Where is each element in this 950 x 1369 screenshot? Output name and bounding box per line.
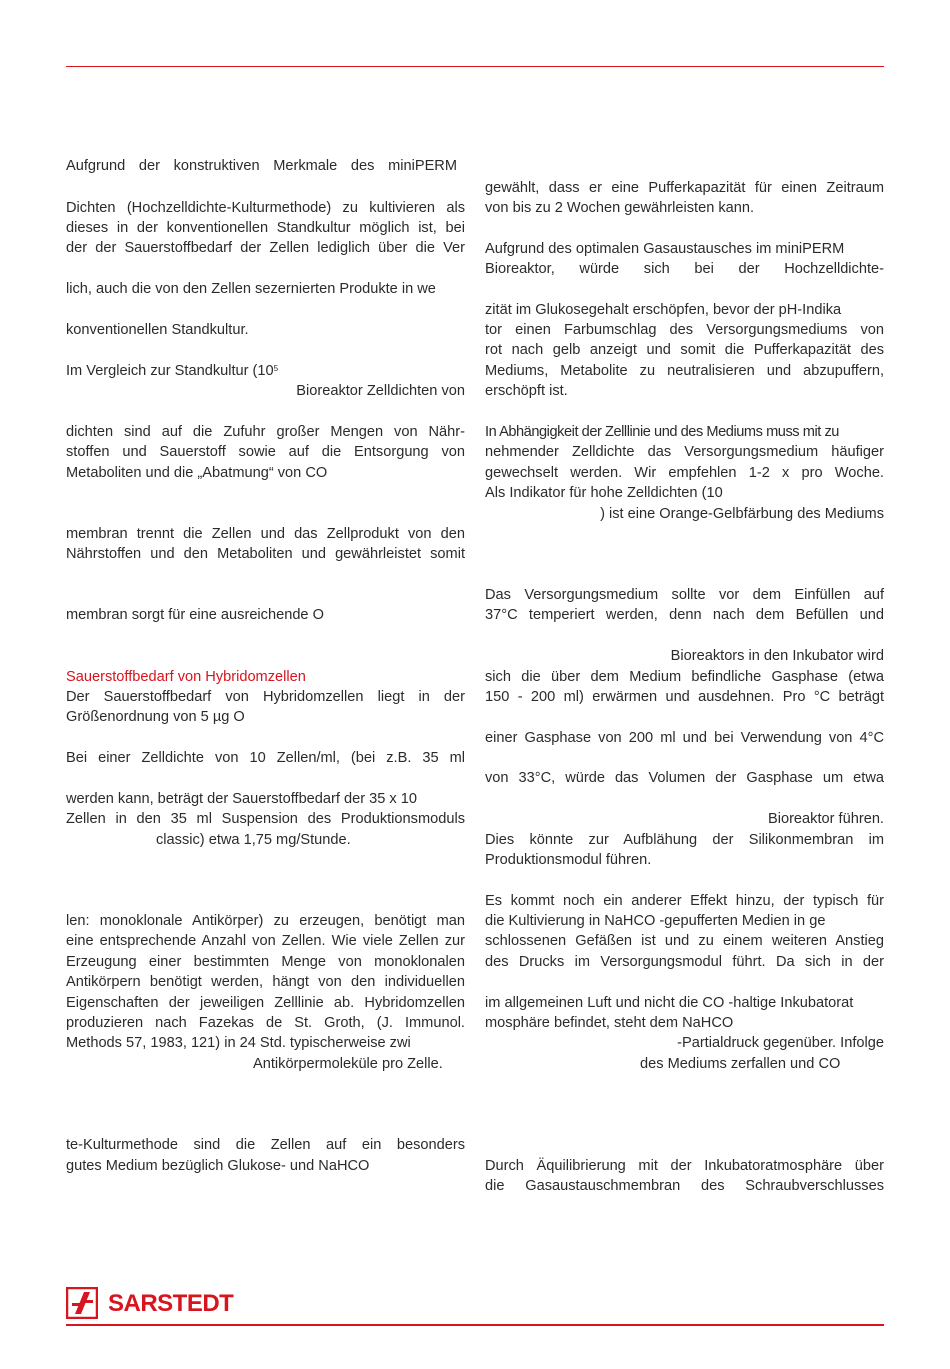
footer-rule [66,1324,884,1326]
line-text: Erzeugung einer bestimmten Menge von monoklonalen [66,954,465,970]
logo-wordmark: SARSTEDT [108,1290,234,1317]
left-column-line [66,240,465,257]
right-column-line [485,689,884,706]
line-text: Bioreaktor Zelldichten von [296,383,465,399]
sarstedt-logo-icon [66,1287,98,1319]
right-column-line [485,506,884,523]
right-column-line [640,1056,884,1073]
line-text: 150 - 200 ml) erwärmen und ausdehnen. Pro °C beträgt [485,689,884,705]
right-column-line [485,607,884,624]
right-column-line [485,832,884,849]
line-text: zität im Glukosegehalt erschöpfen, bevor der pH-Indika [485,302,842,318]
line-text: Antikörpern benötigt werden, hängt von den individuellen [66,974,465,990]
line-text: stoffen und Sauerstoff sowie auf die Entsorgung von [66,444,465,460]
left-column-line [66,546,465,563]
left-column-line [66,689,465,706]
left-column-line [66,913,465,930]
line-text: lich, auch die von den Zellen sezernierten Produkte in we [66,281,436,297]
line-text: rot nach gelb anzeigt und somit die Pufferkapazität des [485,342,884,358]
left-column-line [66,709,465,726]
line-text: Eigenschaften der jeweiligen Zelllinie ab. Hybridomzellen [66,995,465,1011]
left-column-line [66,424,465,441]
right-column-line [485,1015,884,1032]
left-column-line [66,954,465,971]
line-text: eine entsprechende Anzahl von Zellen. Wie viele Zellen zur [66,933,465,949]
line-text: Als Indikator für hohe Zelldichten (10 [485,485,723,501]
line-text: Mediums, Metabolite zu neutralisieren und abzupuffern, [485,363,884,379]
right-column-line [485,465,884,482]
line-text: membran sorgt für eine ausreichende O [66,607,324,623]
right-column-line [485,200,884,217]
line-text: -Partialdruck gegenüber. Infolge [677,1035,884,1051]
left-column-line [66,220,465,237]
right-column-line [485,995,884,1012]
right-column-line [485,852,884,869]
right-column-line [485,322,884,339]
right-column-line [485,342,884,359]
right-column-line [485,1178,884,1195]
line-text: Bioreaktor führen. [767,811,884,827]
sarstedt-logo [66,1287,246,1319]
left-column-line [66,322,465,339]
line-text: ) ist eine Orange-Gelbfärbung des Mediums [600,506,884,522]
left-column-line [66,669,465,686]
right-column-line [485,1035,884,1052]
left-column-line [66,281,465,298]
left-column-line [66,995,465,1012]
right-column-line [485,770,884,787]
line-text: Nährstoffen und den Metaboliten und gewährleistet somit [66,546,465,562]
left-column-line [66,974,465,991]
line-text: Methods 57, 1983, 121) in 24 Std. typischerweise zwi [66,1035,411,1051]
right-column-line [485,893,884,910]
left-column-line [66,811,465,828]
line-text: Der Sauerstoffbedarf von Hybridomzellen liegt in der [66,689,465,705]
left-column-line [156,832,465,849]
left-column-line [66,933,465,950]
left-column-line [66,158,457,175]
line-text: Antikörpermoleküle pro Zelle. [253,1056,443,1072]
line-text: Größenordnung von 5 µg O [66,709,245,725]
left-column-line [66,200,465,217]
right-column-line [485,730,884,747]
line-text: von 33°C, würde das Volumen der Gasphase um etwa [485,770,884,786]
right-column-line [485,383,884,400]
right-column-line [485,302,884,319]
line-text: werden kann, beträgt der Sauerstoffbedarf der 35 x 10 [66,791,418,807]
line-text: Im Vergleich zur Standkultur (10 [66,363,274,379]
line-text: classic) etwa 1,75 mg/Stunde. [156,832,351,848]
line-text: der der Sauerstoffbedarf der Zellen lediglich über die Ver [66,240,465,256]
line-text: gewechselt werden. Wir empfehlen 1-2 x pro Woche. [485,465,884,481]
line-text: In Abhängigkeit der Zelllinie und des Mediums muss mit zu [485,424,839,440]
line-text: sich die über dem Medium befindliche Gasphase (etwa [485,669,884,685]
line-text: des Drucks im Versorgungsmodul führt. Da sich in der [485,954,884,970]
line-text: Aufgrund der konstruktiven Merkmale des miniPERM [66,158,457,174]
left-column-line [66,1035,465,1052]
line-text: dieses in der konventionellen Standkultur möglich ist, bei [66,220,465,236]
right-column-line [485,933,884,950]
right-column-line [485,913,884,930]
line-text: Das Versorgungsmedium sollte vor dem Einfüllen auf [485,587,884,603]
line-text: membran trennt die Zellen und das Zellprodukt von den [66,526,465,542]
left-column-line [66,444,465,461]
line-text: schlossenen Gefäßen ist und zu einem weiteren Anstieg [485,933,884,949]
right-column-line [485,424,884,441]
line-text: Durch Äquilibrierung mit der Inkubatoratmosphäre über [485,1158,884,1174]
right-column-line [485,363,884,380]
line-text: Aufgrund des optimalen Gasaustausches im miniPERM [485,241,845,257]
line-text: Metaboliten und die „Abatmung“ von CO [66,465,328,481]
left-column-line [66,383,465,400]
left-column-line [66,750,465,767]
line-text: dichten sind auf die Zufuhr großer Mengen von Nähr- [66,424,465,440]
line-text: Bioreaktors in den Inkubator wird [670,648,884,664]
line-text: Zellen in den 35 ml Suspension des Produktionsmoduls [66,811,465,827]
right-column-line [485,669,884,686]
line-text: gutes Medium bezüglich Glukose- und NaHCO [66,1158,370,1174]
left-column-line [66,1137,465,1154]
left-column-line [66,465,465,482]
right-column-line [485,180,884,197]
right-column-line [485,1158,884,1175]
line-text: 37°C temperiert werden, denn nach dem Befüllen und [485,607,884,623]
left-column-line [66,791,465,808]
right-column-line [485,954,884,971]
line-text: Bioreaktor, würde sich bei der Hochzelldichte- [485,261,884,277]
left-column-line [253,1056,465,1073]
line-text: die Kultivierung in NaHCO -gepufferten Medien in ge [485,913,826,929]
line-text: Produktionsmodul führen. [485,852,652,868]
line-text: des Mediums zerfallen und CO [640,1056,841,1072]
header-rule [66,66,884,67]
line-text: Es kommt noch ein anderer Effekt hinzu, der typisch für [485,893,884,909]
line-text: erschöpft ist. [485,383,568,399]
left-column-line [66,607,465,624]
right-column-line [485,444,884,461]
right-column-line [485,261,884,278]
right-column-line [485,485,884,502]
line-text: mosphäre befindet, steht dem NaHCO [485,1015,734,1031]
left-column-line [66,1158,465,1175]
right-column-line [485,648,884,665]
left-column-line [66,1015,465,1032]
line-text: te-Kulturmethode sind die Zellen auf ein besonders [66,1137,465,1153]
line-text: produzieren nach Fazekas de St. Groth, (J. Immunol. [66,1015,465,1031]
line-text: len: monoklonale Antikörper) zu erzeugen, benötigt man [66,913,465,929]
line-text: nehmender Zelldichte das Versorgungsmedium häufiger [485,444,884,460]
left-column-line [66,363,465,380]
line-text: von bis zu 2 Wochen gewährleisten kann. [485,200,755,216]
right-column-line [485,587,884,604]
right-column-line [485,241,884,258]
line-text: Bei einer Zelldichte von 10 Zellen/ml, (bei z.B. 35 ml [66,750,465,766]
line-text: im allgemeinen Luft und nicht die CO -haltige Inkubatorat [485,995,854,1011]
superscript: 5 [273,364,279,373]
line-text: Dies könnte zur Aufblähung der Silikonmembran im [485,832,884,848]
line-text: gewählt, dass er eine Pufferkapazität für einen Zeitraum [485,180,884,196]
line-text: die Gasaustauschmembran des Schraubverschlusses [485,1178,884,1194]
right-column-line [485,811,884,828]
left-column-line [66,526,465,543]
line-text: einer Gasphase von 200 ml und bei Verwendung von 4°C [485,730,884,746]
line-text: Dichten (Hochzelldichte-Kulturmethode) zu kultivieren als [66,200,465,216]
line-text: tor einen Farbumschlag des Versorgungsmediums von [485,322,884,338]
line-text: Sauerstoffbedarf von Hybridomzellen [66,669,306,685]
line-text: konventionellen Standkultur. [66,322,249,338]
